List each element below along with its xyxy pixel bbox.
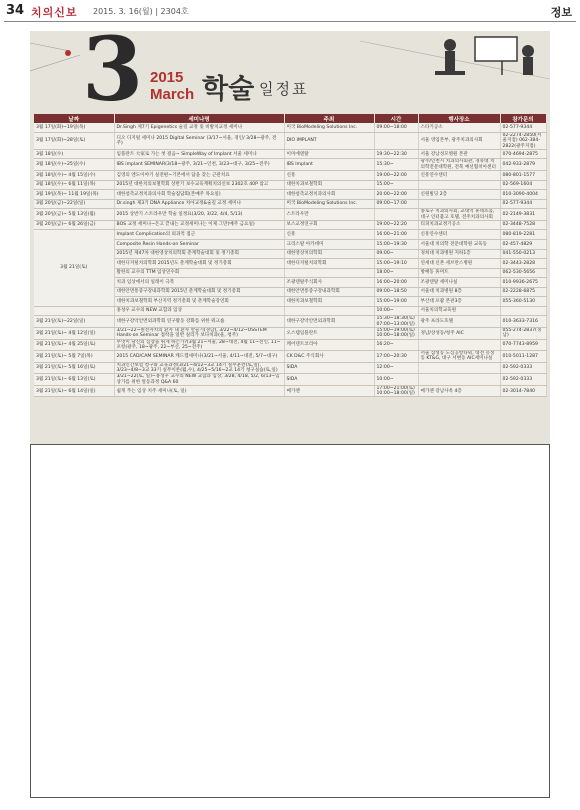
table-row: [34, 230, 546, 240]
cell-venue: [418, 374, 500, 386]
table-row: [34, 362, 546, 374]
cell-venue: 부산대 포괄 본관3층: [418, 297, 500, 307]
issue-date: 2015. 3. 16(월) | 2304호: [93, 7, 189, 16]
blank-content-box: [30, 444, 550, 798]
cell-seminar: 임플란트 大家로 가는 첫 걸음~ SimpleWay of Implant 서울 세미나: [114, 149, 284, 159]
cell-host: SIDA: [284, 374, 374, 386]
cell-venue: 연세대 신촌 세브란스병원: [418, 259, 500, 269]
cell-contact: 010-5011-1287: [500, 351, 546, 363]
cell-date: 3월 18일(수): [34, 149, 114, 159]
cell-time: 20:00~22:00: [374, 190, 418, 200]
cell-seminar: Dr.Singh 제7기 Epigenetics 술길 교정 및 비발치교정 세미나: [114, 123, 284, 133]
cell-time: 19:30~22:30: [374, 149, 418, 159]
cell-venue: 신흥연수센터: [418, 230, 500, 240]
cell-seminar: 디오 디지털 세미나 2015 Digital Seminar (3/17~서울, 경인/ 3/28~광주, 전주): [114, 133, 284, 150]
cell-contact: 02-3448-7528: [500, 220, 546, 230]
cell-time: 15:00~: [374, 180, 418, 190]
page-masthead: [0, 0, 580, 22]
cell-venue: 신흥연수센터: [418, 171, 500, 181]
cell-venue: 방배동 휴머트: [418, 268, 500, 278]
schedule-subtitle: 일정표: [259, 80, 309, 98]
cell-time: 10:00~: [374, 374, 418, 386]
cell-seminar: 2015 상반기 스트라우만 학술 일정표(3/20, 3/22, 4/4, 5/13): [114, 209, 284, 221]
cell-venue: 서울 삼성동 도심공항타워, 대전 유성동 KT&G, 대구 서변동 AIC세미나실: [418, 351, 500, 363]
cell-contact: 02-592-0333: [500, 374, 546, 386]
cell-contact: [500, 306, 546, 316]
cell-date: 3월 21일(토)~ 5월 16일(토): [34, 362, 114, 374]
cell-seminar: 2015년 제47차 대한영상치의학회 춘계학술대회 및 정기총회: [114, 249, 284, 259]
cell-host: 미국 BioModeling Solutions Inc.: [284, 199, 374, 209]
column-header-time: 시간: [374, 114, 418, 123]
cell-contact: 055-274-2837(경남): [500, 327, 546, 339]
cell-seminar: 2015 CAD/CAM SEMINAR 캐드캠세미나(3/21~서울, 4/11~대전, 5/7~대구): [114, 351, 284, 363]
cell-time: 09:00~18:00: [374, 123, 418, 133]
cell-date: 3월 21일(토)~ 6월 13일(토): [34, 374, 114, 386]
masthead-rule: [4, 21, 576, 22]
table-row: [34, 123, 546, 133]
schedule-month: March: [150, 86, 195, 103]
cell-contact: 055-360-5130: [500, 297, 546, 307]
cell-seminar: 김영의 엔도이야기 실전편~기본에서 답을 찾는 근관치료: [114, 171, 284, 181]
table-row: [34, 209, 546, 221]
cell-time: 18:00~: [374, 268, 418, 278]
table-body: [34, 123, 546, 397]
cell-time: 12:00~: [374, 362, 418, 374]
column-header-host: 주최: [284, 114, 374, 123]
cell-contact: 070-4694-2875: [500, 149, 546, 159]
cell-host: SIDA: [284, 362, 374, 374]
cell-time: 15:00~19:30: [374, 239, 418, 249]
cell-host: 보스교정연구회: [284, 220, 374, 230]
cell-venue: 종로구 치과의사회, 교대역 휴네츠홀, 대구 인터불고 호텔, 전주치과의사회: [418, 209, 500, 221]
table-row: [34, 220, 546, 230]
cell-venue: 서울대 치의학 전문대학원 교육동: [418, 239, 500, 249]
cell-date: 3월 18일(수)~ 4월 15일(수): [34, 171, 114, 181]
cell-venue: 경남/상성동/청주 AIC: [418, 327, 500, 339]
cell-host: 대한치과보철학회: [284, 180, 374, 190]
cell-host: 메가젠: [284, 385, 374, 397]
table-row: [34, 339, 546, 351]
cell-date: 3월 17일(화)~28일(토): [34, 133, 114, 150]
cell-contact: 02-3014-7840: [500, 385, 546, 397]
cell-host: 대한영상치의학회: [284, 249, 374, 259]
cell-date: 3월 19일(목)~ 11월 19일(목): [34, 190, 114, 200]
cell-time: 15:30~: [374, 159, 418, 171]
table-row: [34, 190, 546, 200]
cell-time: 16:00~20:00: [374, 278, 418, 288]
seminar-schedule-table: [34, 114, 547, 397]
cell-time: 17:00~20:30: [374, 351, 418, 363]
newspaper-name: 치의신보: [31, 6, 78, 19]
schedule-title: 학술: [202, 74, 255, 105]
cell-contact: 02-2274-2850(서울지점) 062-384-2822(광주지점): [500, 133, 546, 150]
cell-date: 3월 21일(토): [34, 230, 114, 306]
cell-date: [34, 306, 114, 316]
cell-date: 3월 20일(금)~ 6월 26일(금): [34, 220, 114, 230]
cell-date: 3월 21일(토)~ 6월 14일(일): [34, 385, 114, 397]
cell-seminar: 3/21~22~원전자치의 환자 내 환자 만들기(경남), 3/22~4/12~OSSTEM Hands-on Seminar 접착을 일반 실리가 보다치과(울, 청주): [114, 327, 284, 339]
cell-contact: 041-550-0213: [500, 249, 546, 259]
cell-venue: 서울치의학교육원: [418, 306, 500, 316]
cell-time: 19:00~22:00: [374, 171, 418, 181]
cell-host: 대한설측교정치과의사회: [284, 190, 374, 200]
schedule-panel: [30, 31, 550, 446]
cell-host: DIO IMPLANT: [284, 133, 374, 150]
cell-time: 15:30~18:30(토) 07:00~13:00(일): [374, 316, 418, 328]
table-row: [34, 351, 546, 363]
cell-venue: 서울 강남성모병원 본관: [418, 149, 500, 159]
cell-venue: 메가젠 강남사옥 4층: [418, 385, 500, 397]
cell-venue: 광주 프라도호텔: [418, 316, 500, 328]
cell-time: 15:00~19:00(토) 10:00~18:00(일): [374, 327, 418, 339]
cell-time: 09:00~: [374, 249, 418, 259]
cell-seminar: 치과인간보험 청구와 교육과정(3/21~4/12~3교 14기 실무훈련(토,일), 3/23~4/8~3교 33기 실무이론(월,수), 4/25~5/16~2교 14기 청구실습(토,일): [114, 362, 284, 374]
cell-seminar: IBS implant SEMINAR(3/18~광주, 3/21~인천, 3/23~대구, 3/25~전주): [114, 159, 284, 171]
cell-date: 3월 21일(토)~ 4월 25일(토): [34, 339, 114, 351]
cell-seminar: 활한의 교수의 TTM 임상연수회: [114, 268, 284, 278]
cell-contact: 02-592-0333: [500, 362, 546, 374]
section-label: 정보: [550, 6, 572, 19]
cell-venue: 조광덴탈 세미나실: [418, 278, 500, 288]
cell-contact: 02-2228-6875: [500, 287, 546, 297]
cell-seminar: 쉽게 푸는 임상 치주 세미나(토, 일): [114, 385, 284, 397]
cell-contact: 02-2149-3831: [500, 209, 546, 221]
cell-date: 3월 21일(토)~ 5월 7일(목): [34, 351, 114, 363]
cell-contact: 010-3090-4004: [500, 190, 546, 200]
table-row: [34, 199, 546, 209]
cell-host: 대한구강악안면외과학회: [284, 316, 374, 328]
cell-venue: [418, 180, 500, 190]
cell-seminar: 대한설측교정치과의사회 학술집담회(본매주 목요일): [114, 190, 284, 200]
cell-date: 3월 20일(금)~22일(일): [34, 199, 114, 209]
cell-host: 대한안면통증구강내과학회: [284, 287, 374, 297]
cell-venue: [418, 339, 500, 351]
schedule-year: 2015: [150, 69, 184, 86]
cell-time: 15:00~19:00: [374, 297, 418, 307]
cell-date: 3월 21일(토)~ 4월 12일(일): [34, 327, 114, 339]
cell-host: 대한디지털치의학회: [284, 259, 374, 269]
cell-date: 3월 21일(토)~22일(일): [34, 316, 114, 328]
schedule-header: [30, 31, 550, 114]
table-row: [34, 149, 546, 159]
cell-time: 17:00~21:00(토) 10:00~18:00(일): [374, 385, 418, 397]
table-row: [34, 385, 546, 397]
cell-venue: 서울대 치과병원 8층: [418, 287, 500, 297]
cell-time: 09:00~18:50: [374, 287, 418, 297]
column-header-seminar: 세미나명: [114, 114, 284, 123]
cell-contact: 080-801-1577: [500, 171, 546, 181]
cell-host: CK D&C 주식회사: [284, 351, 374, 363]
cell-host: 미국 BioModeling Solutions Inc.: [284, 123, 374, 133]
cell-seminar: 대한치과보철학회 부산지역 정기총회 및 춘계학술강연회: [114, 297, 284, 307]
table-row: [34, 327, 546, 339]
cell-host: 조광덴탈주식회사: [284, 278, 374, 288]
lecture-board-icon: [475, 37, 534, 75]
cell-seminar: Implant Complication의 외과적 접근: [114, 230, 284, 240]
cell-host: 신흥: [284, 171, 374, 181]
cell-contact: 02-577-9344: [500, 199, 546, 209]
cell-contact: 02-3443-2828: [500, 259, 546, 269]
cell-seminar: 2015년 대한치의보철학회 상반기 보수교육계획치의신보 2302호 40P 참고: [114, 180, 284, 190]
cell-seminar: 3/21~22(토, 일)~홍성우 교수의 NEW 교합과 임상, 3/28, 4/18, 5/2, 6/13~임상가를 위한 알동과정 Q&A 60: [114, 374, 284, 386]
cell-seminar: BOS 교정 세미나~돈고 끝내는 교정세미나는 이제 그만(매주 금요일): [114, 220, 284, 230]
cell-time: [374, 133, 418, 150]
table-row: [34, 316, 546, 328]
cell-venue: [418, 362, 500, 374]
cell-venue: 서울 영업본부, 광주치과의사회: [418, 133, 500, 150]
cell-contact: 080-819-2281: [500, 230, 546, 240]
cell-contact: 02-577-9344: [500, 123, 546, 133]
table-row: [34, 306, 546, 316]
cell-host: 이미에덴탈: [284, 149, 374, 159]
column-header-date: 날짜: [34, 114, 114, 123]
cell-venue: 경희대 치과병원 지하1층: [418, 249, 500, 259]
cell-contact: 070-7743-8959: [500, 339, 546, 351]
decor-dot-icon: [65, 50, 71, 56]
cell-contact: 062-530-5656: [500, 268, 546, 278]
cell-seminar: Composite Resin Hands-on Seminar: [114, 239, 284, 249]
cell-seminar: 치과 임상에서의 일래이 극복: [114, 278, 284, 288]
cell-host: 오스템임플란트: [284, 327, 374, 339]
table-row: [34, 171, 546, 181]
cell-contact: 042-933-2879: [500, 159, 546, 171]
cell-time: [374, 209, 418, 221]
table-row: [34, 133, 546, 150]
cell-host: IBS Implant: [284, 159, 374, 171]
cell-date: 3월 17일(화)~19일(목): [34, 123, 114, 133]
cell-contact: 010-3633-7316: [500, 316, 546, 328]
cell-time: 10:00~: [374, 306, 418, 316]
column-header-contact: 참가문의: [500, 114, 546, 123]
cell-host: 케어덴트코리아: [284, 339, 374, 351]
cell-contact: 02-457-4829: [500, 239, 546, 249]
table-header-row: [34, 114, 546, 123]
cell-date: 3월 18일(수)~25일(수): [34, 159, 114, 171]
cell-time: 09:00~17:00: [374, 199, 418, 209]
cell-time: 19:00~22:20: [374, 220, 418, 230]
cell-contact: 02-569-1604: [500, 180, 546, 190]
cell-host: 대한치과보철학회: [284, 297, 374, 307]
month-numeral: 3: [82, 31, 144, 114]
cell-host: 스트라우만: [284, 209, 374, 221]
cell-venue: 스타기공소: [418, 123, 500, 133]
cell-venue: 티피치과교정기공소: [418, 220, 500, 230]
cell-host: [284, 268, 374, 278]
cell-seminar: 대한구강악안면외과학회 연구활동 강화를 위한 워크숍: [114, 316, 284, 328]
cell-date: 3월 18일(수)~ 6월 11일(목): [34, 180, 114, 190]
cell-contact: 010-9936-2675: [500, 278, 546, 288]
cell-time: 16:20~: [374, 339, 418, 351]
cell-time: 15:00~19:10: [374, 259, 418, 269]
cell-seminar: 대한안면통증구강내과학회 2015년 춘계학술대회 및 정기총회: [114, 287, 284, 297]
table-row: [34, 374, 546, 386]
cell-seminar: 홍성우 교수의 NEW 교합과 임상: [114, 306, 284, 316]
cell-host: [284, 306, 374, 316]
cell-date: 3월 20일(금)~ 5월 13일(월): [34, 209, 114, 221]
cell-time: 16:00~21:00: [374, 230, 418, 240]
cell-venue: 신원빌딩 2층: [418, 190, 500, 200]
cell-host: 크리스탈 아카데미: [284, 239, 374, 249]
table-row: [34, 159, 546, 171]
cell-host: 신흥: [284, 230, 374, 240]
cell-venue: 광주/인천시 치과의사회관, 경북대 치의학전문대학원, 전북 예선협치아센터: [418, 159, 500, 171]
cell-seminar: Dr.singh 제3기 DNA Appliance 치아교정&술길 교정 세미나: [114, 199, 284, 209]
column-header-venue: 행사장소: [418, 114, 500, 123]
page-number: 34: [6, 3, 25, 18]
cell-seminar: 무엇이 당신의 심장을 뛰게 하는가?(3월 21~서울, 28~대전, 4월 11~전인, 11~포항(광주, 18~광주, 22~부산, 25~전주): [114, 339, 284, 351]
table-row: [34, 180, 546, 190]
cell-venue: [418, 199, 500, 209]
cell-seminar: 대한디지털치의학회 2015년도 춘계학술대회 및 정기총회: [114, 259, 284, 269]
